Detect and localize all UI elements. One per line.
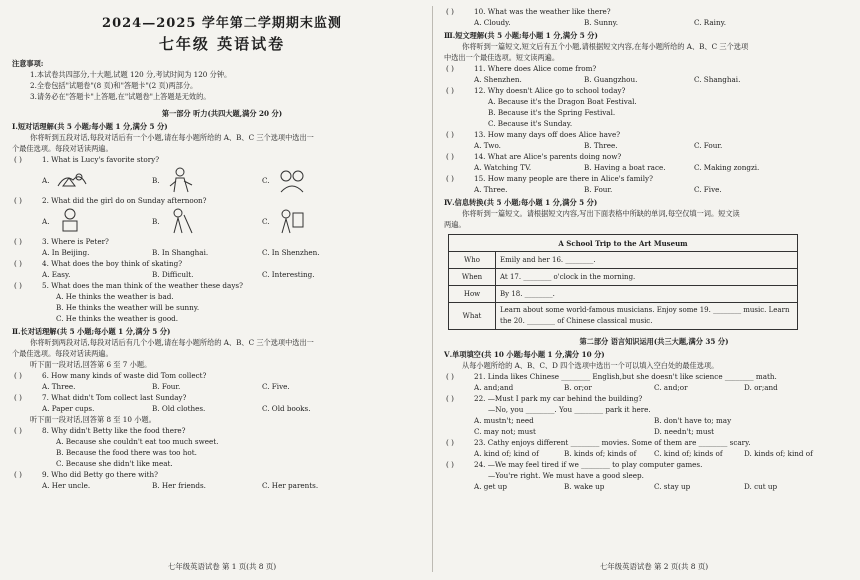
- question-6-options: A. Three. B. Four. C. Five.: [42, 382, 290, 391]
- note-item: 2.全卷包括"试题卷"(8 页)和"答题卡"(2 页)两部分。: [30, 81, 198, 90]
- picture-option-a[interactable]: A.: [42, 168, 152, 192]
- question-4-options: A. Easy. B. Difficult. C. Interesting.: [42, 270, 315, 279]
- section2-title: Ⅱ.长对话理解(共 5 小题;每小题 1 分,满分 5 分): [12, 327, 171, 336]
- question-10-options: A. Cloudy. B. Sunny. C. Rainy.: [474, 18, 726, 27]
- question-22-options-2: C. may not; must D. needn't; must: [474, 427, 715, 436]
- question-6: ( ) 6. How many kinds of waste did Tom collect?: [14, 371, 207, 380]
- question-24-options: A. get up B. wake up C. stay up D. cut up: [474, 482, 778, 491]
- question-1-pictures: [12, 165, 432, 195]
- question-22-options-1: A. mustn't; need B. don't have to; may: [474, 416, 732, 425]
- right-page: [444, 0, 860, 580]
- table-title: A School Trip to the Art Museum: [449, 235, 798, 252]
- question-2: ( ) 2. What did the girl do on Sunday afternoon?: [14, 196, 207, 205]
- option-line[interactable]: B. Because it's the Spring Festival.: [488, 108, 616, 117]
- question-23-options: A. kind of; kind of B. kinds of; kinds of C. kind of; kinds of D. kinds of; kind of: [474, 449, 813, 458]
- table-row: Who Emily and her 16. ________.: [449, 252, 798, 269]
- question-3-options: A. In Beijing. B. In Shanghai. C. In Shenzhen.: [42, 248, 320, 257]
- page-footer: 七年级英语试卷 第 2 页(共 8 页): [599, 562, 709, 571]
- notes-title: 注意事项:: [12, 59, 44, 68]
- question-12: ( ) 12. Why doesn't Alice go to school today?: [446, 86, 626, 95]
- picture-option-a[interactable]: A.: [42, 207, 152, 235]
- section4-instructions-cont: 两遍。: [444, 220, 466, 229]
- question-15-options: A. Three. B. Four. C. Five.: [474, 185, 722, 194]
- question-15: ( ) 15. How many people are there in Alice's family?: [446, 174, 653, 183]
- section3-instructions-cont: 中选出一个最佳选项。短文读两遍。: [444, 53, 560, 62]
- page-footer: 七年级英语试卷 第 1 页(共 8 页): [167, 562, 277, 571]
- section1-instructions-cont: 个最佳选项。每段对话读两遍。: [12, 144, 113, 153]
- question-7: ( ) 7. What didn't Tom collect last Sunday?: [14, 393, 187, 402]
- question-22: ( ) 22. —Must I park my car behind the building?: [446, 394, 643, 403]
- option-line[interactable]: B. Because the food there was too hot.: [56, 448, 197, 457]
- table-row: What Learn about some world-famous musicians. Enjoy some 19. ________ music. Learn the 20. ________ of Chinese classical music.: [449, 303, 798, 330]
- question-22-line2: —No, you ________. You ________ park it here.: [488, 405, 651, 414]
- section2-instructions-cont: 个最佳选项。每段对话读两遍。: [12, 349, 113, 358]
- option-line[interactable]: A. Because it's the Dragon Boat Festival.: [488, 97, 637, 106]
- question-9-options: A. Her uncle. B. Her friends. C. Her parents.: [42, 481, 319, 490]
- section1-title: Ⅰ.短对话理解(共 5 小题;每小题 1 分,满分 5 分): [12, 122, 168, 131]
- option-line[interactable]: C. Because she didn't like meat.: [56, 459, 173, 468]
- question-4: ( ) 4. What does the boy think of skating?: [14, 259, 183, 268]
- exam-title: 2024—2025 学年第二学期期末监测: [102, 16, 342, 31]
- girl-reading-picture-icon: [55, 207, 85, 235]
- table-row: How By 18. ________.: [449, 286, 798, 303]
- option-line[interactable]: C. Because it's Sunday.: [488, 119, 573, 128]
- question-8: ( ) 8. Why didn't Betty like the food there?: [14, 426, 186, 435]
- section1-instructions: 你将听到五段对话,每段对话后有一个小题,请在每小题所给的 A、B、C 三个选项中选出一: [30, 133, 314, 142]
- exam-subtitle: 七年级 英语试卷: [158, 35, 286, 53]
- section4-instructions: 你将听到一篇短文。请根据短文内容,写出下面表格中所缺的单词,每空仅填一词。短文读: [462, 209, 740, 218]
- question-21-options: A. and;and B. or;or C. and;or D. or;and: [474, 383, 778, 392]
- question-3: ( ) 3. Where is Peter?: [14, 237, 109, 246]
- section5-title: Ⅴ.单项填空(共 10 小题;每小题 1 分,满分 10 分): [444, 350, 605, 359]
- picture-option-b[interactable]: B.: [152, 207, 262, 235]
- left-page: [12, 0, 432, 580]
- section3-instructions: 你将听到一篇短文,短文后有五个小题,请根据短文内容,在每小题所给的 A、B、C 三个选项: [462, 42, 749, 51]
- question-13: ( ) 13. How many days off does Alice have?: [446, 130, 621, 139]
- section2-instructions: 你将听到两段对话,每段对话后有几个小题,请在每小题所给的 A、B、C 三个选项中选出一: [30, 338, 314, 347]
- question-11-options: A. Shenzhen. B. Guangzhou. C. Shanghai.: [474, 75, 741, 84]
- option-line[interactable]: B. He thinks the weather will be sunny.: [56, 303, 200, 312]
- question-14: ( ) 14. What are Alice's parents doing now?: [446, 152, 622, 161]
- girl-cleaning-picture-icon: [166, 207, 196, 235]
- page-divider: [432, 6, 433, 572]
- section2-listen-2: 听下面一段对话,回答第 8 至 10 小题。: [30, 415, 156, 424]
- question-2-pictures: [12, 206, 432, 236]
- question-24-line2: —You're right. We must have a good sleep.: [488, 471, 644, 480]
- note-item: 1.本试卷共四部分,十大题,试题 120 分,考试时间为 120 分钟。: [30, 70, 232, 79]
- note-item: 3.请务必在"答题卡"上答题,在"试题卷"上答题是无效的。: [30, 92, 211, 101]
- section4-title: Ⅳ.信息转换(共 5 小题;每小题 1 分,满分 5 分): [444, 198, 598, 207]
- question-11: ( ) 11. Where does Alice come from?: [446, 64, 597, 73]
- question-23: ( ) 23. Cathy enjoys different ________ movies. Some of them are ________ scary.: [446, 438, 751, 447]
- option-line[interactable]: A. Because she couldn't eat too much sweet.: [56, 437, 219, 446]
- section3-title: Ⅲ.短文理解(共 5 小题;每小题 1 分,满分 5 分): [444, 31, 598, 40]
- part1-heading: 第一部分 听力(共四大题,满分 20 分): [161, 109, 283, 118]
- picture-option-c[interactable]: C.: [262, 207, 372, 235]
- story-book-picture-icon: [55, 168, 89, 192]
- question-21: ( ) 21. Linda likes Chinese ________ English,but she doesn't like science ________ math.: [446, 372, 777, 381]
- table-row: When At 17. ________ o'clock in the morning.: [449, 269, 798, 286]
- picture-option-c[interactable]: C.: [262, 166, 372, 194]
- question-5: ( ) 5. What does the man think of the weather these days?: [14, 281, 243, 290]
- girl-drawing-picture-icon: [276, 207, 306, 235]
- animal-picture-icon: [276, 166, 308, 194]
- question-10: ( ) 10. What was the weather like there?: [446, 7, 611, 16]
- question-13-options: A. Two. B. Three. C. Four.: [474, 141, 723, 150]
- figure-picture-icon: [166, 166, 196, 194]
- question-7-options: A. Paper cups. B. Old clothes. C. Old books.: [42, 404, 311, 413]
- question-9: ( ) 9. Who did Betty go there with?: [14, 470, 158, 479]
- picture-option-b[interactable]: B.: [152, 166, 262, 194]
- question-1: ( ) 1. What is Lucy's favorite story?: [14, 155, 160, 164]
- info-table: [448, 234, 798, 330]
- question-24: ( ) 24. —We may feel tired if we ________ to play computer games.: [446, 460, 703, 469]
- option-line[interactable]: C. He thinks the weather is good.: [56, 314, 179, 323]
- section5-instructions: 从每小题所给的 A、B、C、D 四个选项中选出一个可以填入空白处的最佳选项。: [462, 361, 719, 370]
- question-14-options: A. Watching TV. B. Having a boat race. C. Making zongzi.: [474, 163, 760, 172]
- option-line[interactable]: A. He thinks the weather is bad.: [56, 292, 174, 301]
- part2-heading: 第二部分 语言知识运用(共三大题,满分 35 分): [579, 337, 729, 346]
- section2-listen-1: 听下面一段对话,回答第 6 至 7 小题。: [30, 360, 152, 369]
